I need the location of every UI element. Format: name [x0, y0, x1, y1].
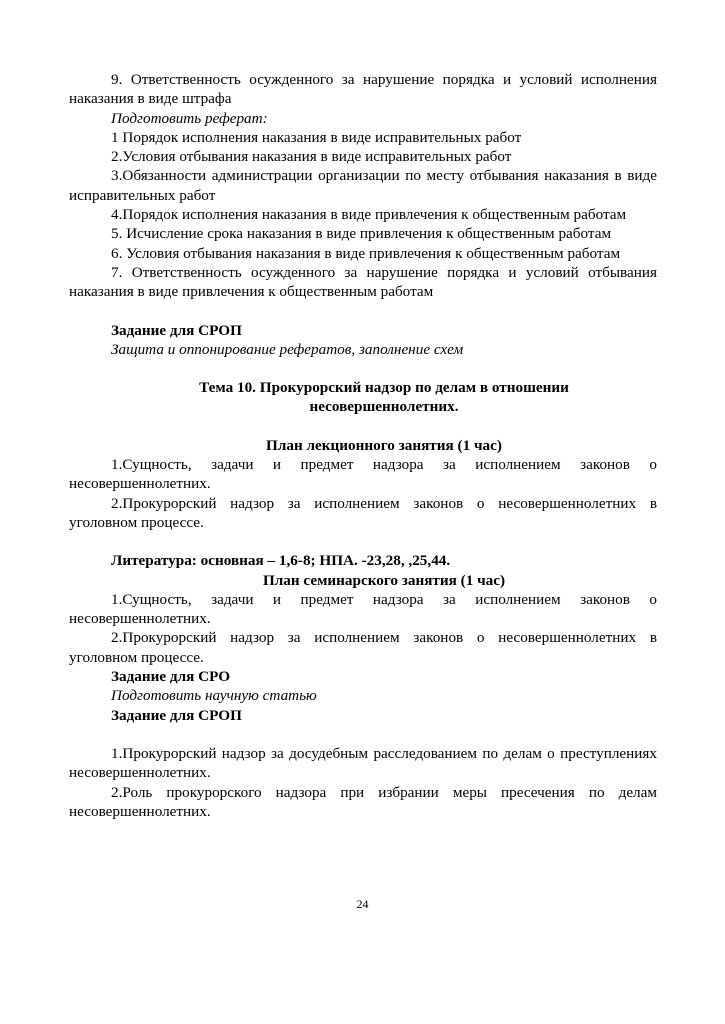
literature-line: Литература: основная – 1,6-8; НПА. -23,28, ,25,44.: [111, 552, 451, 570]
page-number: 24: [356, 897, 369, 911]
task-sro-text: Подготовить научную статью: [111, 687, 317, 705]
lecture-item: 1.Сущность, задачи и предмет надзора за исполнением законов о несовершеннолетних.: [69, 456, 657, 493]
task-srop-heading: Задание для СРОП: [111, 321, 242, 339]
seminar-plan-heading: План семинарского занятия (1 час): [262, 571, 506, 589]
seminar-item: 2.Прокурорский надзор за исполнением законов о несовершеннолетних в уголовном процессе.: [69, 629, 657, 666]
task-sro-heading: Задание для СРО: [111, 668, 231, 686]
prepare-essay-label: Подготовить реферат:: [111, 109, 268, 127]
essay-item: 4.Порядок исполнения наказания в виде привлечения к общественным работам: [111, 206, 627, 224]
essay-item: 6. Условия отбывания наказания в виде привлечения к общественным работам: [111, 244, 621, 262]
srop-item: 2.Роль прокурорского надзора при избрании меры пресечения по делам несовершеннолетних.: [69, 783, 657, 820]
essay-item: 1 Порядок исполнения наказания в виде исправительных работ: [111, 128, 522, 146]
topic-title-line1: Тема 10. Прокурорский надзор по делам в отношении: [199, 379, 569, 397]
essay-item: 3.Обязанности администрации организации по месту отбывания наказания в виде исправительных работ: [69, 167, 657, 204]
lecture-plan-heading: План лекционного занятия (1 час): [266, 436, 502, 454]
task-srop-heading-2: Задание для СРОП: [111, 706, 242, 724]
essay-item: 7. Ответственность осужденного за нарушение порядка и условий отбывания наказания в виде привлечения к общественным работам: [69, 263, 657, 301]
srop-item: 1.Прокурорский надзор за досудебным расследованием по делам о преступлениях несовершеннолетних.: [69, 744, 657, 782]
essay-item: 2.Условия отбывания наказания в виде исправительных работ: [111, 148, 512, 166]
seminar-item: 1.Сущность, задачи и предмет надзора за исполнением законов о несовершеннолетних.: [69, 590, 657, 628]
lecture-item: 2.Прокурорский надзор за исполнением законов о несовершеннолетних в уголовном процессе.: [69, 494, 657, 531]
item-9: 9. Ответственность осужденного за нарушение порядка и условий исполнения наказания в виде штрафа: [69, 71, 657, 108]
document-page: [69, 70, 657, 821]
task-srop-text: Защита и оппонирование рефератов, заполнение схем: [111, 340, 464, 358]
essay-item: 5. Исчисление срока наказания в виде привлечения к общественным работам: [111, 225, 612, 243]
topic-title-line2: несовершеннолетних.: [309, 398, 459, 416]
